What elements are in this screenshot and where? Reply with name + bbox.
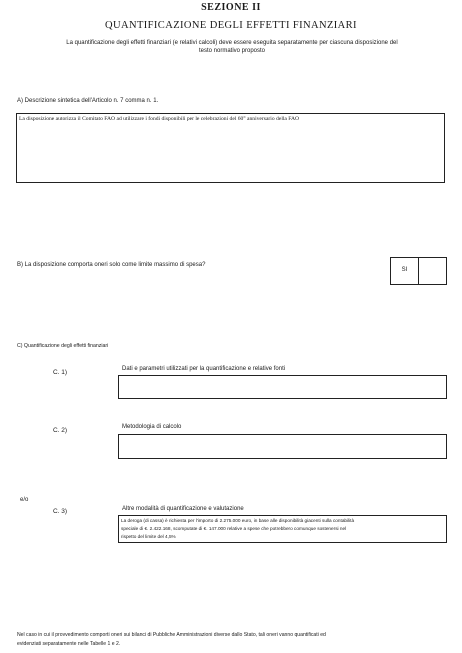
section-a-description-text: La disposizione autorizza il Comitato FAO ad utilizzare i fondi disponibili per le celebrazioni del 60° anniversario della FAO bbox=[19, 116, 300, 122]
section-b-answer-divider bbox=[418, 258, 419, 284]
c1-box bbox=[118, 375, 447, 399]
section-heading: SEZIONE II bbox=[201, 2, 261, 13]
c3-text-line2: speciale di €. 2.422.168, scomputate di €. 147.000 relative a spese che potrebbero comunque sostenersi nel bbox=[121, 526, 347, 531]
c1-label: Dati e parametri utilizzati per la quantificazione e relative fonti bbox=[122, 366, 286, 372]
c3-text-line3: rispetto del limite del 4,5% bbox=[121, 534, 176, 539]
c3-code: C. 3) bbox=[53, 508, 68, 515]
section-c-label: C) Quantificazione degli effetti finanziari bbox=[17, 343, 109, 349]
footer-note-line1: Nel caso in cui il provvedimento comporti oneri sui bilanci di Pubbliche Amministrazioni diverse dallo Stato, tali oneri vanno quantificati ed bbox=[17, 632, 326, 638]
page-title: QUANTIFICAZIONE DEGLI EFFETTI FINANZIARI bbox=[105, 20, 357, 31]
c3-text-line1: La deroga (di cassa) è richiesta per l'importo di 2.275.000 euro, in base alle disponibilità giacenti sulla contabilità bbox=[121, 518, 355, 523]
section-b-answer-box bbox=[390, 257, 447, 285]
section-a-description-box bbox=[16, 113, 445, 183]
c1-code: C. 1) bbox=[53, 369, 68, 376]
c3-box bbox=[118, 515, 447, 543]
section-b-answer: SI bbox=[401, 267, 408, 273]
footer-note-line2: evidenziati separatamente nelle Tabelle 1 e 2. bbox=[17, 641, 121, 647]
c3-prefix: e/o bbox=[20, 497, 29, 503]
c3-label: Altre modalità di quantificazione e valutazione bbox=[122, 506, 244, 512]
c2-code: C. 2) bbox=[53, 427, 68, 434]
section-b-label: B) La disposizione comporta oneri solo come limite massimo di spesa? bbox=[17, 262, 206, 268]
c2-box bbox=[118, 434, 447, 459]
page-subtitle-line1: La quantificazione degli effetti finanziari (e relativi calcoli) deve essere eseguita separatamente per ciascuna disposizione del bbox=[66, 40, 398, 46]
section-a-label: A) Descrizione sintetica dell'Articolo n. 7 comma n. 1. bbox=[17, 98, 159, 104]
c2-label: Metodologia di calcolo bbox=[122, 424, 182, 430]
page-subtitle-line2: testo normativo proposto bbox=[198, 48, 266, 54]
